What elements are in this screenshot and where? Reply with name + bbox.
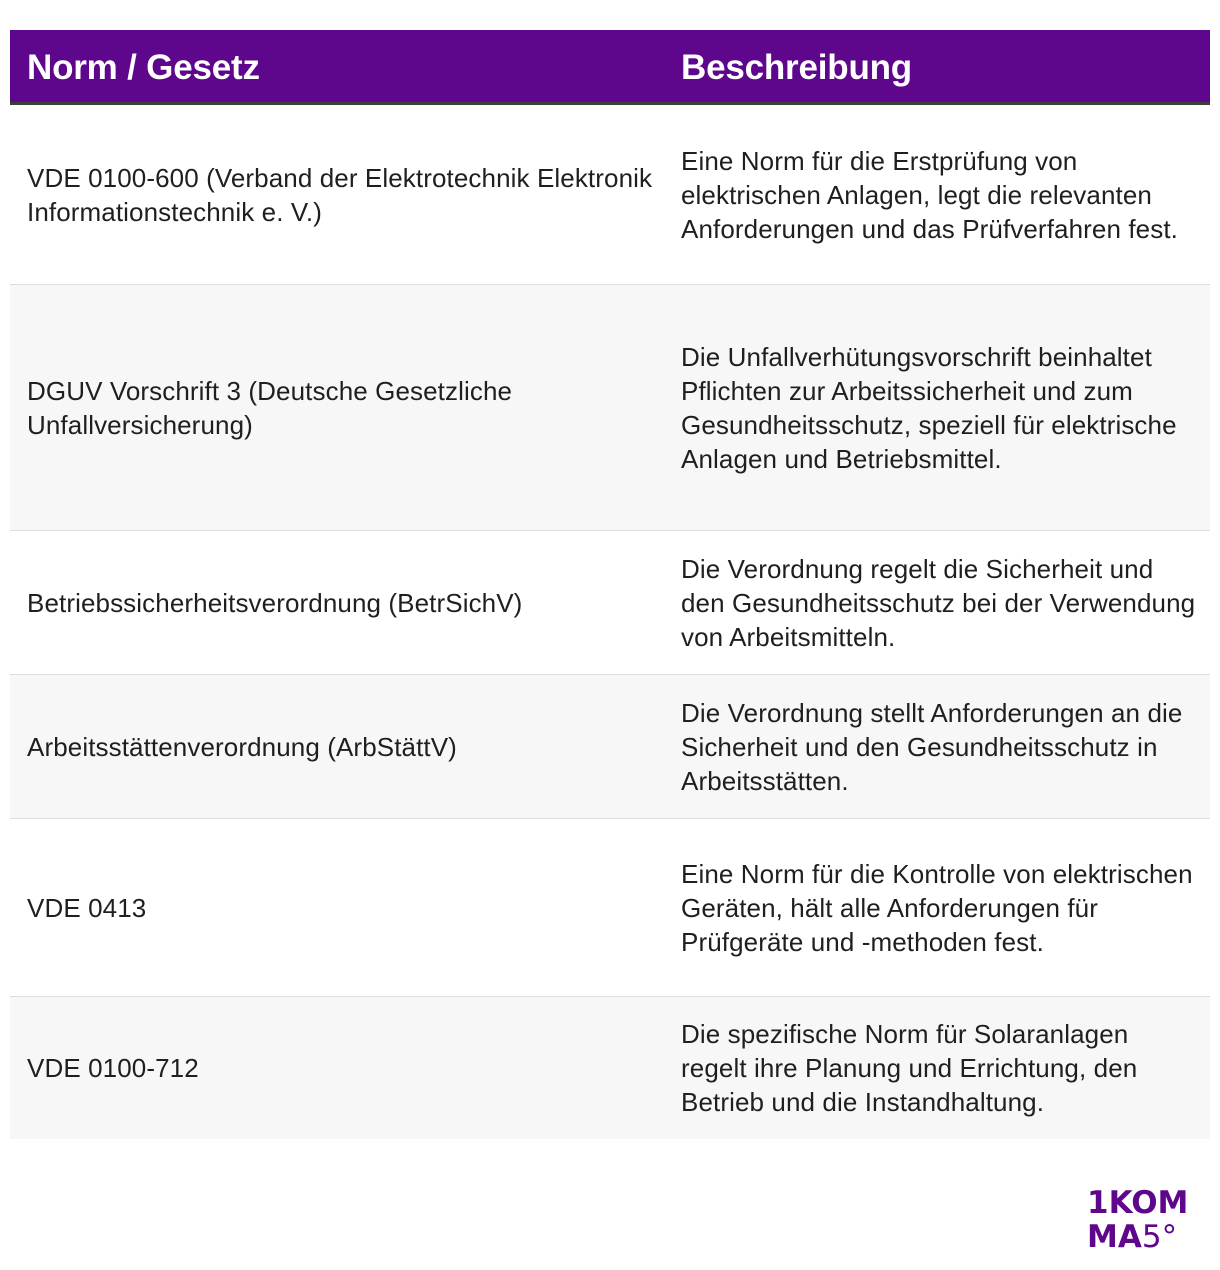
- norm-cell: DGUV Vorschrift 3 (Deutsche Gesetzliche Unfallversicherung): [27, 375, 513, 440]
- table-row: [10, 285, 1210, 531]
- description-cell: Die Verordnung stellt Anforderungen an die Sicherheit und den Gesundheitsschutz in Arbeitsstätten.: [681, 697, 1183, 796]
- norm-cell: VDE 0100-600 (Verband der Elektrotechnik Elektronik Informationstechnik e. V.): [27, 162, 653, 227]
- description-cell: Eine Norm für die Kontrolle von elektrischen Geräten, hält alle Anforderungen für Prüfgeräte und -methoden fest.: [681, 858, 1193, 957]
- header-beschreibung: Beschreibung: [681, 48, 912, 87]
- description-cell: Die Verordnung regelt die Sicherheit und den Gesundheitsschutz bei der Verwendung von Arbeitsmitteln.: [681, 553, 1196, 652]
- brand-logo: [1087, 1186, 1197, 1254]
- table-header: [10, 30, 1210, 105]
- logo-line-2-light: 5°: [1141, 1219, 1178, 1255]
- norms-table: [10, 30, 1210, 1139]
- description-cell: Die Unfallverhütungsvorschrift beinhaltet Pflichten zur Arbeitssicherheit und zum Gesundheitsschutz, speziell für elektrische Anlagen und Betriebsmittel.: [681, 341, 1177, 474]
- logo-line-1: 1KOM: [1087, 1185, 1189, 1221]
- norm-cell: VDE 0100-712: [27, 1053, 199, 1083]
- table-row: [10, 675, 1210, 819]
- table-row: [10, 819, 1210, 997]
- header-norm: Norm / Gesetz: [27, 48, 260, 87]
- logo-line-2: [1087, 1220, 1197, 1254]
- table-row: [10, 997, 1210, 1139]
- norm-cell: Arbeitsstättenverordnung (ArbStättV): [27, 731, 457, 762]
- norm-cell: VDE 0413: [27, 892, 147, 923]
- table-row: [10, 105, 1210, 285]
- norm-cell: Betriebssicherheitsverordnung (BetrSichV): [27, 587, 523, 618]
- logo-line-2-bold: MA: [1087, 1219, 1142, 1255]
- description-cell: Eine Norm für die Erstprüfung von elektrischen Anlagen, legt die relevanten Anforderungen und das Prüfverfahren fest.: [681, 145, 1178, 244]
- table-row: [10, 531, 1210, 675]
- description-cell: Die spezifische Norm für Solaranlagen regelt ihre Planung und Errichtung, den Betrieb und die Instandhaltung.: [681, 1019, 1138, 1117]
